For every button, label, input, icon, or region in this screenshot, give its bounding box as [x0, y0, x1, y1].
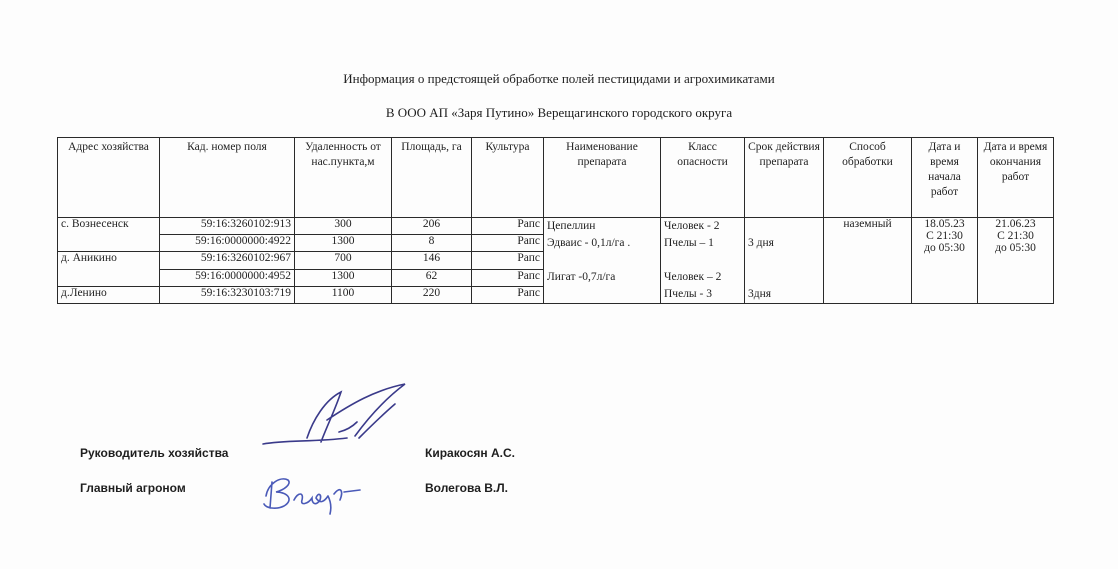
table-row	[58, 218, 1054, 235]
document-title: Информация о предстоящей обработке полей пестицидами и агрохимикатами	[343, 71, 775, 86]
cadastral-cell: 59:16:0000000:4922	[160, 235, 295, 252]
product-line: Лигат -0,7л/га	[547, 271, 616, 283]
header-hazard: Класс опасности	[661, 138, 745, 218]
duration-cell	[745, 218, 824, 304]
address-cell: с. Вознесенск	[58, 218, 160, 252]
hazard-line: Человек – 2	[664, 271, 722, 283]
agronomist-name: Волегова В.Л.	[425, 481, 508, 495]
hazard-cell	[661, 218, 745, 304]
cadastral-cell: 59:16:3260102:967	[160, 252, 295, 270]
end-cell	[978, 218, 1054, 304]
duration-line	[748, 252, 820, 269]
end-line: до 05:30	[995, 242, 1036, 254]
hazard-line	[664, 252, 741, 269]
header-area: Площадь, га	[392, 138, 472, 218]
product-line	[547, 252, 657, 269]
hazard-line: Пчелы - 3	[664, 288, 712, 300]
header-cadastral: Кад. номер поля	[160, 138, 295, 218]
header-end: Дата и время окончания работ	[978, 138, 1054, 218]
crop-cell: Рапс	[472, 252, 544, 270]
head-name: Киракосян А.С.	[425, 446, 515, 460]
crop-cell: Рапс	[472, 218, 544, 235]
start-line: С 21:30	[926, 230, 963, 242]
product-line: Цепеллин	[547, 220, 596, 232]
header-duration: Срок действия препарата	[745, 138, 824, 218]
product-cell	[544, 218, 661, 304]
hazard-line: Человек - 2	[664, 220, 720, 232]
area-cell: 8	[392, 235, 472, 252]
start-line: 18.05.23	[924, 218, 965, 230]
agronomist-signature-image	[258, 470, 368, 520]
method-cell: наземный	[824, 218, 912, 304]
cadastral-cell: 59:16:0000000:4952	[160, 270, 295, 287]
header-product: Наименование препарата	[544, 138, 661, 218]
end-line: С 21:30	[997, 230, 1034, 242]
header-crop: Культура	[472, 138, 544, 218]
end-line: 21.06.23	[995, 218, 1036, 230]
address-cell: д. Аникино	[58, 252, 160, 287]
header-address: Адрес хозяйства	[58, 138, 160, 218]
header-method: Способ обработки	[824, 138, 912, 218]
duration-line	[748, 218, 820, 235]
area-cell: 146	[392, 252, 472, 270]
head-label: Руководитель хозяйства	[80, 446, 229, 460]
header-start: Дата и время начала работ	[912, 138, 978, 218]
distance-cell: 1300	[295, 235, 392, 252]
area-cell: 62	[392, 270, 472, 287]
document-subtitle: В ООО АП «Заря Путино» Верещагинского городского округа	[385, 105, 733, 120]
duration-line	[748, 269, 820, 286]
crop-cell: Рапс	[472, 287, 544, 304]
product-line: Эдваис - 0,1л/га .	[547, 237, 631, 249]
cadastral-cell: 59:16:3230103:719	[160, 287, 295, 304]
crop-cell: Рапс	[472, 235, 544, 252]
duration-line: 3дня	[748, 288, 772, 300]
distance-cell: 1300	[295, 270, 392, 287]
header-distance: Удаленность от нас.пункта,м	[295, 138, 392, 218]
start-line: до 05:30	[924, 242, 965, 254]
area-cell: 220	[392, 287, 472, 304]
start-cell	[912, 218, 978, 304]
distance-cell: 1100	[295, 287, 392, 304]
distance-cell: 700	[295, 252, 392, 270]
crop-cell: Рапс	[472, 270, 544, 287]
distance-cell: 300	[295, 218, 392, 235]
duration-line: 3 дня	[748, 237, 774, 249]
address-cell: д.Ленино	[58, 287, 160, 304]
area-cell: 206	[392, 218, 472, 235]
hazard-line: Пчелы – 1	[664, 237, 714, 249]
table-header-row	[58, 138, 1054, 218]
cadastral-cell: 59:16:3260102:913	[160, 218, 295, 235]
agronomist-label: Главный агроном	[80, 481, 186, 495]
treatment-table	[57, 137, 1054, 304]
head-signature-image	[255, 380, 425, 460]
